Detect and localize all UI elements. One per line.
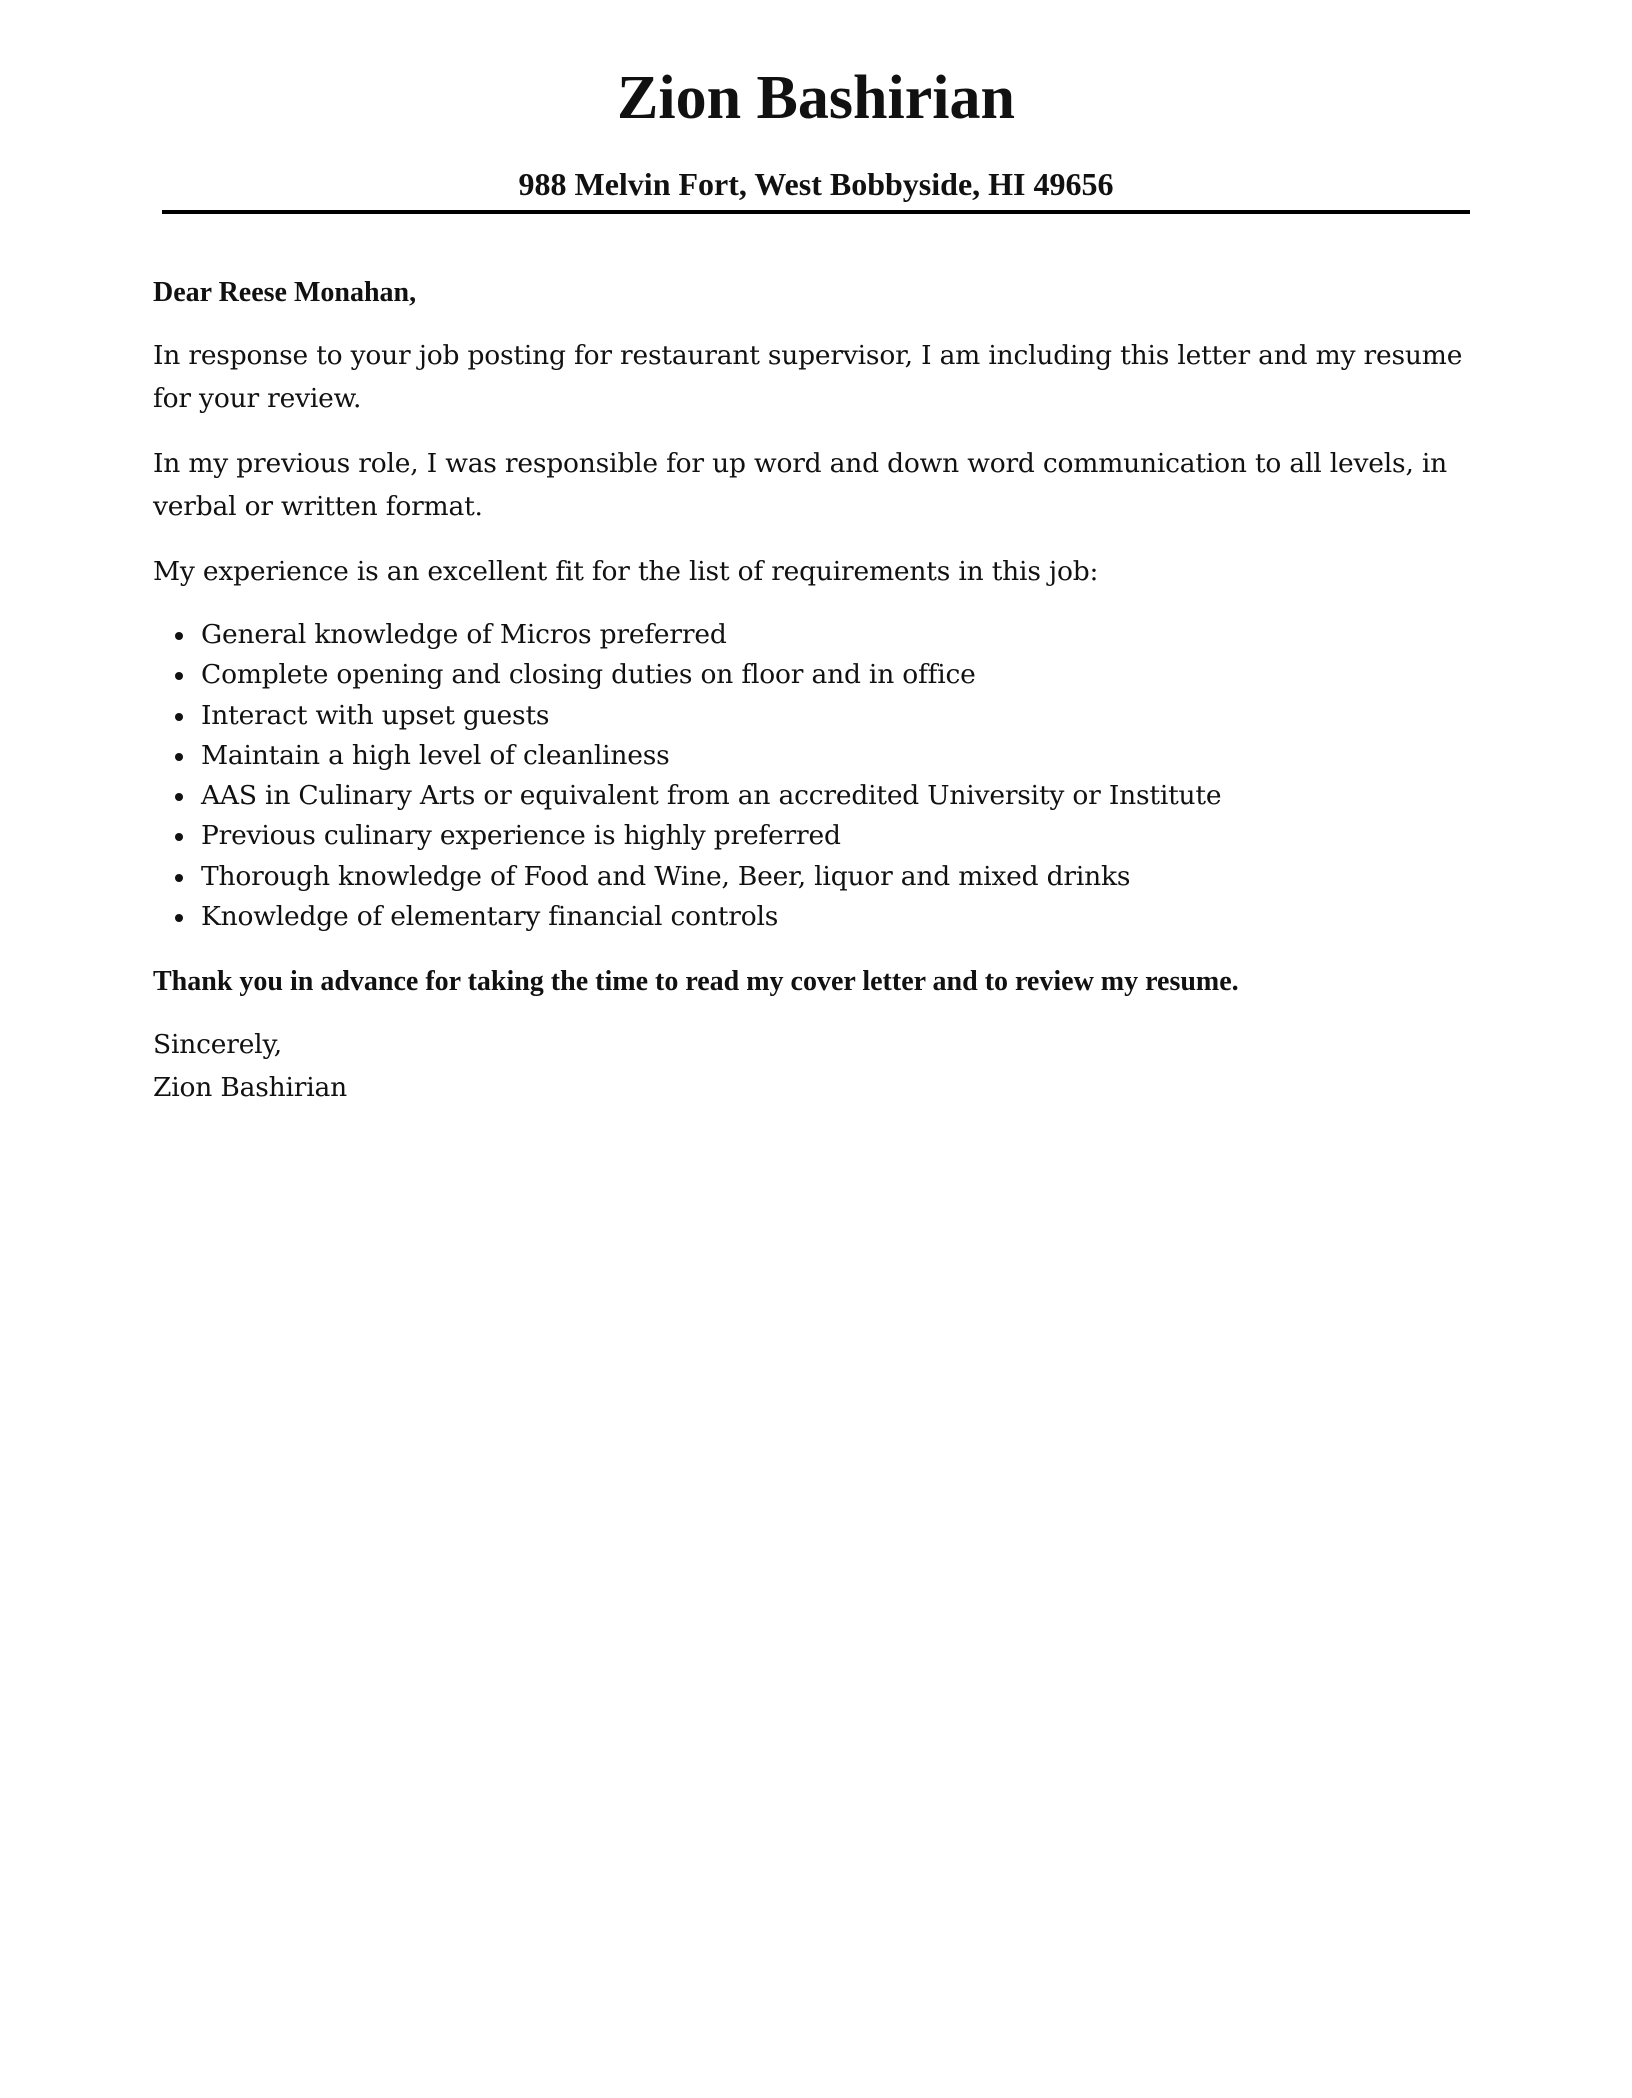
- experience-paragraph: In my previous role, I was responsible for up word and down word communication to all levels, in verbal or written format.: [153, 448, 1448, 522]
- list-item-text: Interact with upset guests: [201, 699, 550, 731]
- salutation: Dear Reese Monahan,: [153, 277, 417, 308]
- sender-name: Zion Bashirian: [617, 64, 1015, 132]
- list-item-text: Complete opening and closing duties on floor and in office: [201, 659, 976, 691]
- bullet-icon: [175, 914, 183, 922]
- list-item-text: General knowledge of Micros preferred: [201, 619, 727, 650]
- list-item: [153, 857, 1473, 897]
- list-item: [153, 776, 1473, 816]
- list-item: [153, 655, 1473, 695]
- list-item-text: AAS in Culinary Arts or equivalent from an accredited University or Institute: [201, 780, 1222, 812]
- requirements-list: [153, 615, 1473, 937]
- intro-paragraph: In response to your job posting for restaurant supervisor, I am including this letter and my resume for your review.: [153, 340, 1463, 414]
- letter-body: [153, 272, 1473, 1109]
- list-item: [153, 736, 1473, 776]
- signoff: Sincerely,: [153, 1029, 282, 1061]
- signature-name: Zion Bashirian: [153, 1072, 347, 1104]
- requirements-intro: My experience is an excellent fit for the list of requirements in this job:: [153, 556, 1099, 587]
- list-item: [153, 897, 1473, 937]
- list-item-text: Maintain a high level of cleanliness: [201, 739, 670, 771]
- bullet-icon: [175, 833, 183, 841]
- bullet-icon: [175, 793, 183, 801]
- closing-statement: Thank you in advance for taking the time to read my cover letter and to review my resume.: [153, 966, 1239, 998]
- list-item-text: Thorough knowledge of Food and Wine, Beer, liquor and mixed drinks: [201, 860, 1131, 892]
- bullet-icon: [175, 672, 183, 680]
- bullet-icon: [175, 753, 183, 761]
- list-item: [153, 615, 1473, 655]
- sender-address: 988 Melvin Fort, West Bobbyside, HI 49656: [518, 166, 1114, 202]
- bullet-icon: [175, 713, 183, 721]
- list-item: [153, 696, 1473, 736]
- header-divider: [162, 210, 1470, 214]
- list-item: [153, 816, 1473, 856]
- list-item-text: Previous culinary experience is highly preferred: [201, 820, 841, 852]
- bullet-icon: [175, 874, 183, 882]
- bullet-icon: [175, 632, 183, 640]
- list-item-text: Knowledge of elementary financial controls: [201, 901, 779, 933]
